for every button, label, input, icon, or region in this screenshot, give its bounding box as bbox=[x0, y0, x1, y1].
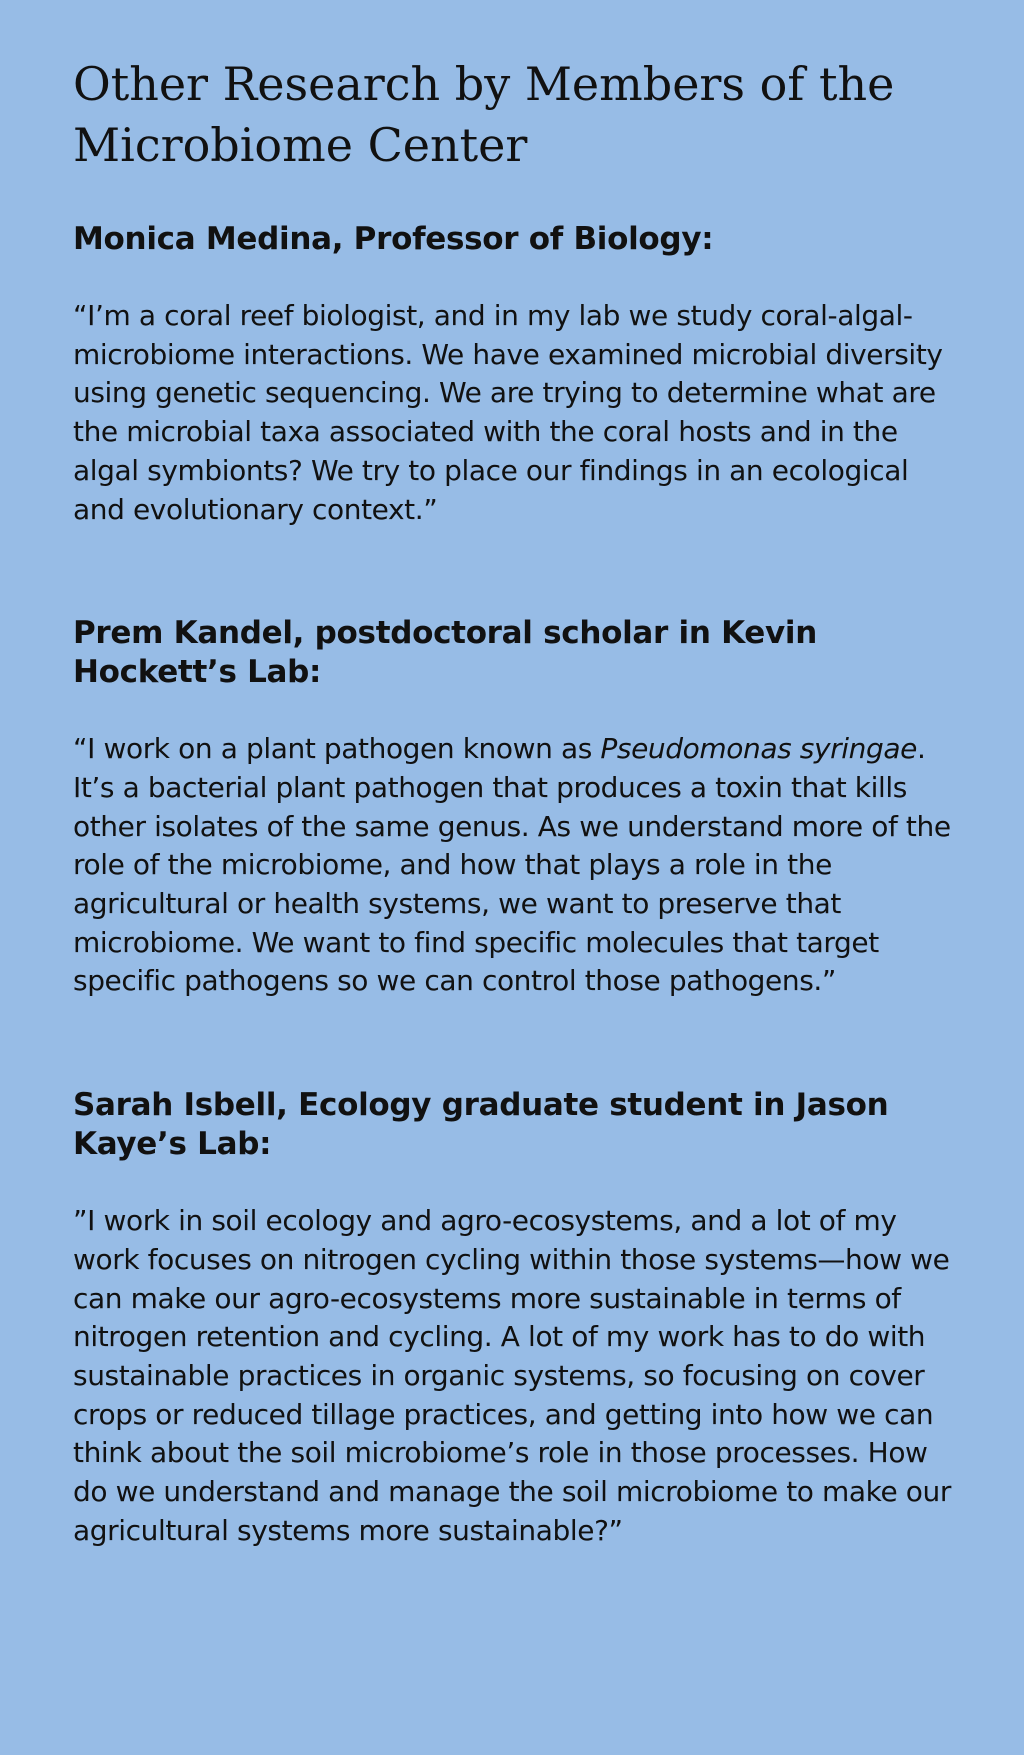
profile-quote bbox=[73, 730, 954, 1001]
profile-quote: ”I work in soil ecology and agro-ecosystems, and a lot of my work focuses on nitrogen cycling within those systems—how we can make our agro-ecosystems more sustainable in terms of nitrogen retention and cycling. A lot of my work has to do with sustainable practices in organic systems, so focusing on cover crops or reduced tillage practices, and getting into how we can think about the soil microbiome’s role in those processes. How do we understand and manage the soil microbiome to make our agricultural systems more sustainable?” bbox=[73, 1204, 951, 1547]
profile-prem-kandel bbox=[73, 614, 954, 1001]
page-title: Other Research by Members of the Microbiome Center bbox=[73, 57, 895, 172]
profile-sarah-isbell bbox=[73, 1086, 954, 1550]
section-spacer bbox=[73, 529, 954, 614]
quote-text-end: . It’s a bacterial plant pathogen that produces a toxin that kills other isolates of the same genus. As we understand more of the role of the microbiome, and how that plays a role in the agricultural or health systems, we want to preserve that microbiome. We want to find specific molecules that target specific pathogens so we can control those pathogens.” bbox=[73, 732, 951, 998]
section-spacer bbox=[73, 1001, 954, 1086]
profile-monica-medina bbox=[73, 220, 954, 529]
profile-name: Monica Medina, Professor of Biology: bbox=[73, 221, 714, 257]
species-name: Pseudomonas syringae bbox=[600, 732, 917, 766]
profile-name: Sarah Isbell, Ecology graduate student in Jason Kaye’s Lab: bbox=[73, 1087, 889, 1163]
quote-text-start: “I work on a plant pathogen known as bbox=[73, 732, 601, 766]
profile-name: Prem Kandel, postdoctoral scholar in Kevin Hockett’s Lab: bbox=[73, 615, 818, 691]
profile-quote: “I’m a coral reef biologist, and in my lab we study coral-algal-microbiome interactions. We have examined microbial diversity using genetic sequencing. We are trying to determine what are the microbial taxa associated with the coral hosts and in the algal symbionts? We try to place our findings in an ecological and evolutionary context.” bbox=[73, 299, 943, 526]
